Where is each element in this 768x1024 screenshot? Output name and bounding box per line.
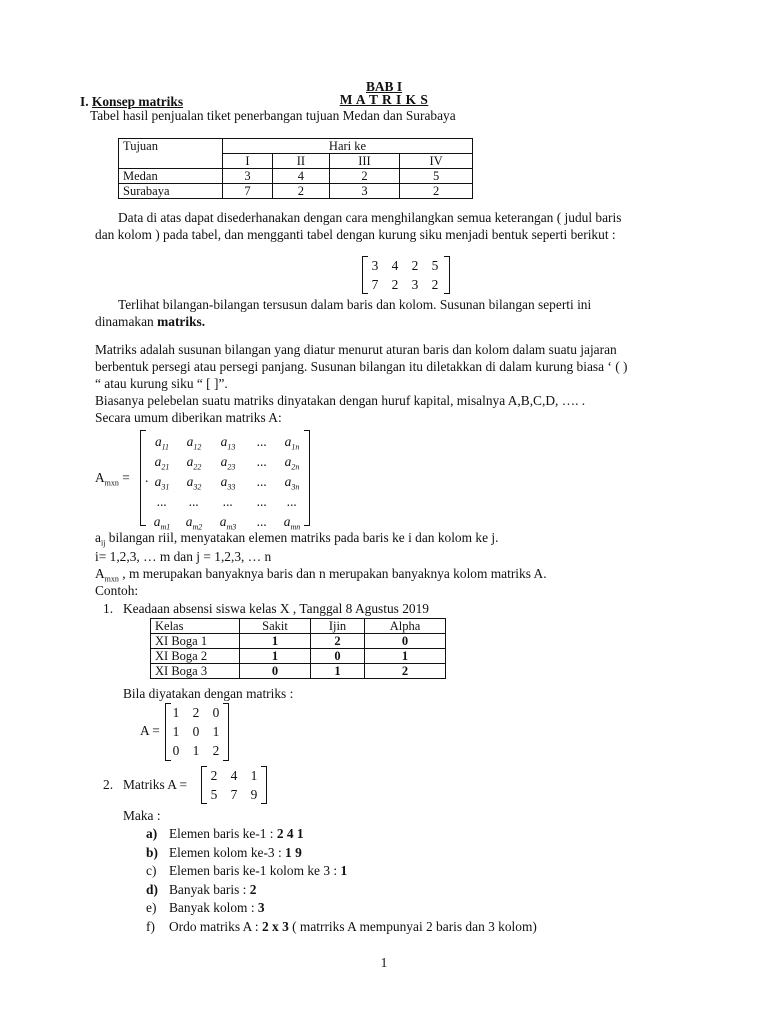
ticket-cell: 3 — [329, 184, 399, 199]
matrix-cell: ... — [286, 494, 298, 509]
matrix-cell: 5 — [210, 787, 218, 802]
matrix-cell: 2 — [192, 705, 200, 720]
ticket-row-name: Surabaya — [119, 184, 223, 199]
matrix-cell: $a_{11}$ — [154, 434, 170, 452]
example-number: 2. — [103, 777, 114, 792]
matrix-cell: 1 — [250, 768, 258, 783]
maka-label: Maka : — [123, 808, 161, 823]
attendance-header: Sakit — [240, 619, 311, 634]
matrix-cell: $a_{m2}$ — [185, 514, 203, 532]
matrix-cell: $a_{m3}$ — [219, 514, 237, 532]
table-row — [119, 169, 473, 184]
matrix-label: A = — [140, 723, 160, 738]
ticket-cell: 2 — [272, 184, 329, 199]
paragraph-line: berbentuk persegi atau persegi panjang. Susunan bilangan itu diletakkan di dalam kurung biasa ‘ ( ) — [95, 359, 628, 374]
list-item: Ordo matriks A : 2 x 3 ( matrriks A mempunyai 2 baris dan 3 kolom) — [169, 918, 537, 934]
paragraph-line: i= 1,2,3, … m dan j = 1,2,3, … n — [95, 549, 272, 564]
attendance-cell: 1 — [311, 664, 365, 679]
ticket-cell: 3 — [223, 169, 273, 184]
matrix-cell: 0 — [192, 724, 200, 739]
ticket-header-tujuan: Tujuan — [119, 139, 223, 169]
section-number: I. — [80, 94, 89, 109]
matrix-cell: ... — [256, 454, 268, 469]
matrix-general — [140, 430, 310, 532]
matrix-cell: $a_{32}$ — [186, 474, 202, 492]
paragraph-text: dinamakan — [95, 314, 158, 329]
matrix-cell: $a_{21}$ — [154, 454, 170, 472]
matrix-cell: $a_{31}$ — [154, 474, 170, 492]
paragraph-line: dan kolom ) pada tabel, dan mengganti tabel dengan kurung siku menjadi bentuk seperti berikut : — [95, 227, 616, 242]
ticket-header-hari: Hari ke — [223, 139, 473, 154]
chapter-label: BAB I — [365, 79, 403, 94]
matrix-cell: 2 — [391, 277, 399, 292]
matrix-cell: 1 — [172, 705, 180, 720]
section-intro: Tabel hasil penjualan tiket penerbangan tujuan Medan dan Surabaya — [90, 108, 456, 123]
matrix-example2 — [201, 766, 267, 804]
table-row — [151, 664, 446, 679]
list-marker: b) — [146, 844, 158, 860]
matrix-cell: $a_{12}$ — [186, 434, 202, 452]
list-marker: c) — [146, 863, 157, 878]
page-title: M A T R I K S — [339, 92, 429, 107]
list-item: Elemen kolom ke-3 : 1 9 — [169, 844, 302, 860]
table-row — [151, 634, 446, 649]
attendance-cell: 1 — [240, 649, 311, 664]
matrix-cell: 2 — [411, 258, 419, 273]
bracket-right — [261, 766, 267, 804]
matrix-cell: $a_{13}$ — [220, 434, 236, 452]
paragraph-line: Secara umum diberikan matriks A: — [95, 410, 282, 425]
matrix-cell: 9 — [250, 787, 258, 802]
list-marker: a) — [146, 826, 158, 841]
matrix-cell: 3 — [371, 258, 379, 273]
var-sub: mxn — [104, 574, 119, 584]
matrix-cell: 4 — [230, 768, 238, 783]
label-sub: mxn — [104, 478, 119, 488]
label-main: A — [95, 470, 105, 485]
paragraph-text: , m merupakan banyaknya baris dan n merupakan banyaknya kolom matriks A. — [118, 566, 547, 581]
matrix-cell: 1 — [192, 743, 200, 758]
matrix-cell: 2 — [210, 768, 218, 783]
matrix-cell: 5 — [431, 258, 439, 273]
ticket-day: IV — [400, 154, 473, 169]
matrix-label: Matriks A = — [123, 777, 188, 792]
example-number: 1. — [103, 601, 114, 616]
matrix-cell: 7 — [371, 277, 379, 292]
var-a: a — [95, 530, 101, 545]
bracket-right — [223, 703, 229, 761]
list-item: Banyak baris : 2 — [169, 881, 257, 897]
table-row — [119, 184, 473, 199]
section-title: Konsep matriks — [91, 94, 184, 109]
matrix-cell: 1 — [212, 724, 220, 739]
general-matrix-label — [95, 470, 130, 488]
ticket-day: I — [223, 154, 273, 169]
attendance-cell: 0 — [240, 664, 311, 679]
matrix-cell: ... — [256, 514, 268, 529]
attendance-cell: 1 — [240, 634, 311, 649]
matrix-cell: 0 — [172, 743, 180, 758]
attendance-cell: 2 — [364, 664, 445, 679]
attendance-class: XI Boga 2 — [151, 649, 240, 664]
paragraph-line: Biasanya pelebelan suatu matriks dinyatakan dengan huruf kapital, misalnya A,B,C,D, …. . — [95, 393, 586, 408]
ticket-day: III — [329, 154, 399, 169]
ticket-day: II — [272, 154, 329, 169]
ticket-cell: 5 — [400, 169, 473, 184]
matrix-cell: ... — [256, 474, 268, 489]
term-matriks: matriks. — [157, 314, 206, 329]
table-row — [151, 649, 446, 664]
page-number: 1 — [380, 955, 388, 970]
matrix-cell: 3 — [411, 277, 419, 292]
ticket-cell: 4 — [272, 169, 329, 184]
matrix-cell: $a_{3n}$ — [284, 474, 300, 492]
paragraph-line — [95, 314, 205, 330]
paragraph-line — [95, 566, 547, 584]
bracket-right — [444, 256, 450, 294]
matrix-cell: ... — [256, 434, 268, 449]
matrix-cell: 2 — [212, 743, 220, 758]
attendance-class: XI Boga 1 — [151, 634, 240, 649]
matrix-cell: $a_{2n}$ — [284, 454, 300, 472]
list-item: Elemen baris ke-1 kolom ke 3 : 1 — [169, 863, 348, 878]
matrix-ticket — [362, 256, 450, 294]
ticket-row-name: Medan — [119, 169, 223, 184]
attendance-header: Ijin — [311, 619, 365, 634]
list-marker: f) — [146, 918, 155, 934]
var-sub: ij — [100, 538, 106, 548]
matrix-cell: $a_{mn}$ — [283, 514, 301, 532]
attendance-cell: 1 — [364, 649, 445, 664]
matrix-cell: 2 — [431, 277, 439, 292]
paragraph-line — [95, 530, 498, 548]
attendance-cell: 0 — [311, 649, 365, 664]
ticket-cell: 7 — [223, 184, 273, 199]
label-eq: = — [118, 470, 130, 485]
matrix-cell: 1 — [172, 724, 180, 739]
matrix-cell: $a_{33}$ — [220, 474, 236, 492]
matrix-attendance — [165, 703, 229, 761]
paragraph-line: Contoh: — [95, 583, 139, 598]
matrix-cell: 4 — [391, 258, 399, 273]
matrix-cell: $a_{22}$ — [186, 454, 202, 472]
list-marker: e) — [146, 900, 157, 915]
ticket-table — [118, 138, 473, 199]
paragraph-text: bilangan riil, menyatakan elemen matriks pada baris ke i dan kolom ke j. — [105, 530, 499, 545]
paragraph-line: Matriks adalah susunan bilangan yang diatur menurut aturan baris dan kolom dalam suatu jajaran — [95, 342, 617, 357]
paragraph-line: “ atau kurung siku “ [ ]”. — [95, 376, 228, 391]
matrix-cell: 7 — [230, 787, 238, 802]
matrix-cell: $a_{23}$ — [220, 454, 236, 472]
attendance-header: Kelas — [151, 619, 240, 634]
example-text: Bila diyatakan dengan matriks : — [123, 686, 294, 701]
attendance-header: Alpha — [364, 619, 445, 634]
list-marker: d) — [146, 881, 158, 897]
leading-dot: . — [145, 470, 149, 485]
matrix-cell: $a_{m1}$ — [153, 514, 171, 532]
attendance-class: XI Boga 3 — [151, 664, 240, 679]
attendance-cell: 0 — [364, 634, 445, 649]
paragraph-line: Data di atas dapat disederhanakan dengan cara menghilangkan semua keterangan ( judul baris — [118, 210, 622, 225]
bracket-left — [140, 430, 149, 526]
matrix-cell: ... — [156, 494, 168, 509]
ticket-cell: 2 — [329, 169, 399, 184]
ticket-cell: 2 — [400, 184, 473, 199]
list-item: Banyak kolom : 3 — [169, 900, 265, 915]
list-item: Elemen baris ke-1 : 2 4 1 — [169, 826, 304, 841]
attendance-cell: 2 — [311, 634, 365, 649]
matrix-cell: ... — [188, 494, 200, 509]
matrix-cell: $a_{1n}$ — [284, 434, 300, 452]
example-text: Keadaan absensi siswa kelas X , Tanggal 8 Agustus 2019 — [123, 601, 430, 616]
matrix-cell: 0 — [212, 705, 220, 720]
attendance-table — [150, 618, 446, 679]
var-a: A — [95, 566, 105, 581]
matrix-cell: ... — [256, 494, 268, 509]
paragraph-line: Terlihat bilangan-bilangan tersusun dalam baris dan kolom. Susunan bilangan seperti ini — [118, 297, 592, 312]
matrix-cell: ... — [222, 494, 234, 509]
